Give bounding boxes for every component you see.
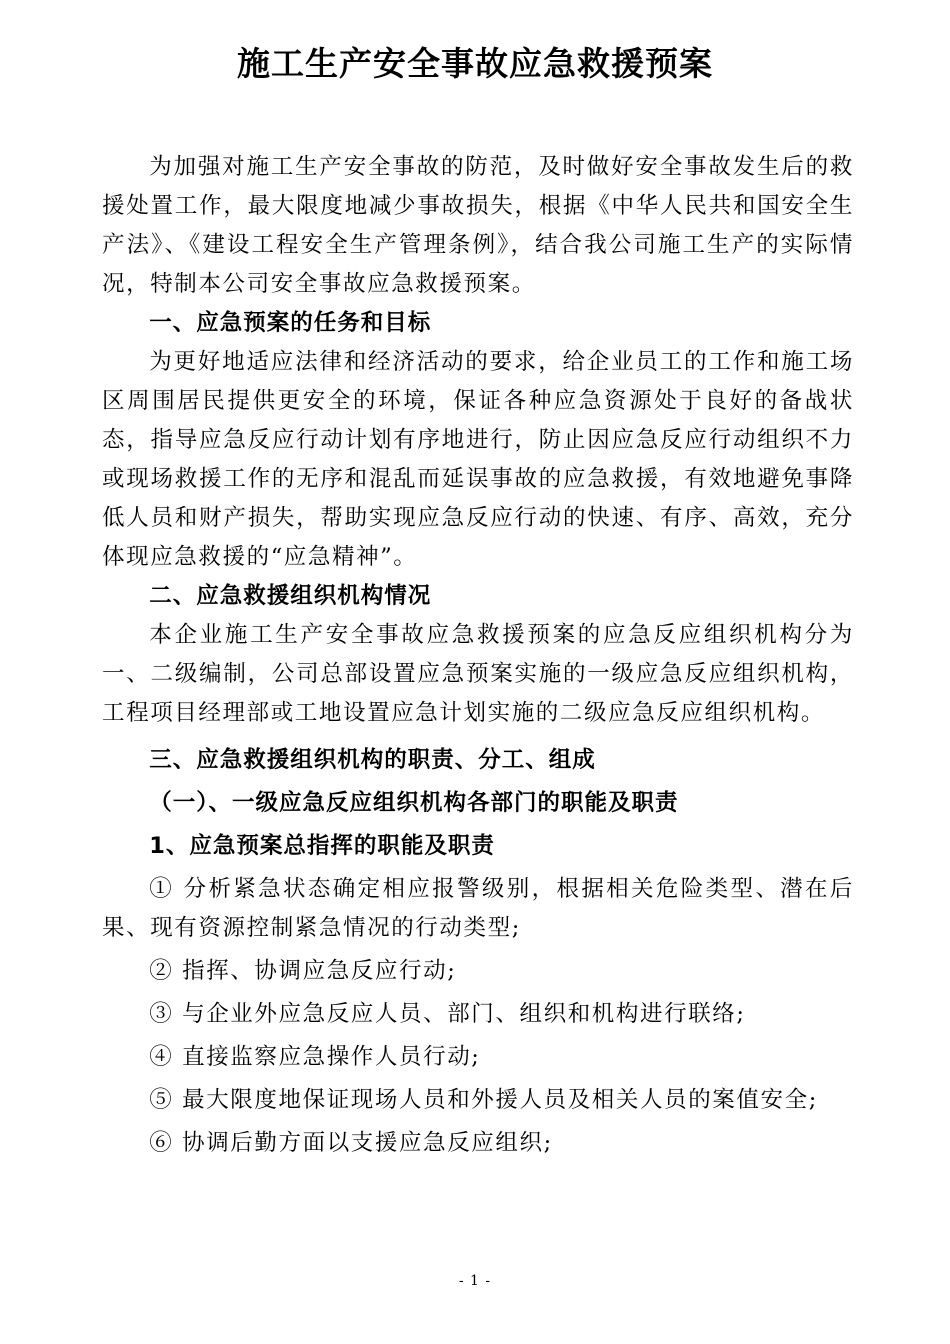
document-body (102, 148, 854, 1163)
intro-paragraph: 为加强对施工生产安全事故的防范，及时做好安全事故发生后的救援处置工作，最大限度地减少事故损失，根据《中华人民共和国安全生产法》、《建设工程安全生产管理条例》，结合我公司施工生产的实际情况，特制本公司安全事故应急救援预案。 (102, 154, 854, 297)
duty-list-item: ① 分析紧急状态确定相应报警级别，根据相关危险类型、潜在后果、现有资源控制紧急情况的行动类型; (102, 876, 854, 941)
duty-list-item: ⑥ 协调后勤方面以支援应急反应组织; (149, 1130, 553, 1156)
page-number: - 1 - (458, 1273, 492, 1289)
duty-list-heading: 1、应急预案总指挥的职能及职责 (149, 833, 495, 859)
duty-list-item: ③ 与企业外应急反应人员、部门、组织和机构进行联络; (149, 1001, 746, 1027)
section-2-paragraph: 本企业施工生产安全事故应急救援预案的应急反应组织机构分为一、二级编制，公司总部设置应急预案实施的一级应急反应组织机构，工程项目经理部或工地设置应急计划实施的二级应急反应组织机构。 (102, 622, 854, 726)
section-2-heading: 二、应急救援组织机构情况 (149, 583, 432, 609)
section-1-paragraph: 为更好地适应法律和经济活动的要求，给企业员工的工作和施工场区周围居民提供更安全的环境，保证各种应急资源处于良好的备战状态，指导应急反应行动计划有序地进行，防止因应急反应行动组织不力或现场救援工作的无序和混乱而延误事故的应急救援，有效地避免事降低人员和财产损失，帮助实现应急反应行动的快速、有序、高效，充分体现应急救援的“应急精神”。 (102, 349, 854, 570)
duty-list-item: ④ 直接监察应急操作人员行动; (149, 1044, 481, 1070)
document-title: 施工生产安全事故应急救援预案 (237, 44, 713, 83)
section-1-heading: 一、应急预案的任务和目标 (149, 310, 432, 336)
duty-list-item: ② 指挥、协调应急反应行动; (149, 958, 457, 984)
section-3-heading: 三、应急救援组织机构的职责、分工、组成 (149, 747, 596, 773)
duty-list-item: ⑤ 最大限度地保证现场人员和外援人员及相关人员的案值安全; (149, 1087, 818, 1113)
section-3-subheading: （一）、一级应急反应组织机构各部门的职能及职责 (149, 790, 679, 816)
